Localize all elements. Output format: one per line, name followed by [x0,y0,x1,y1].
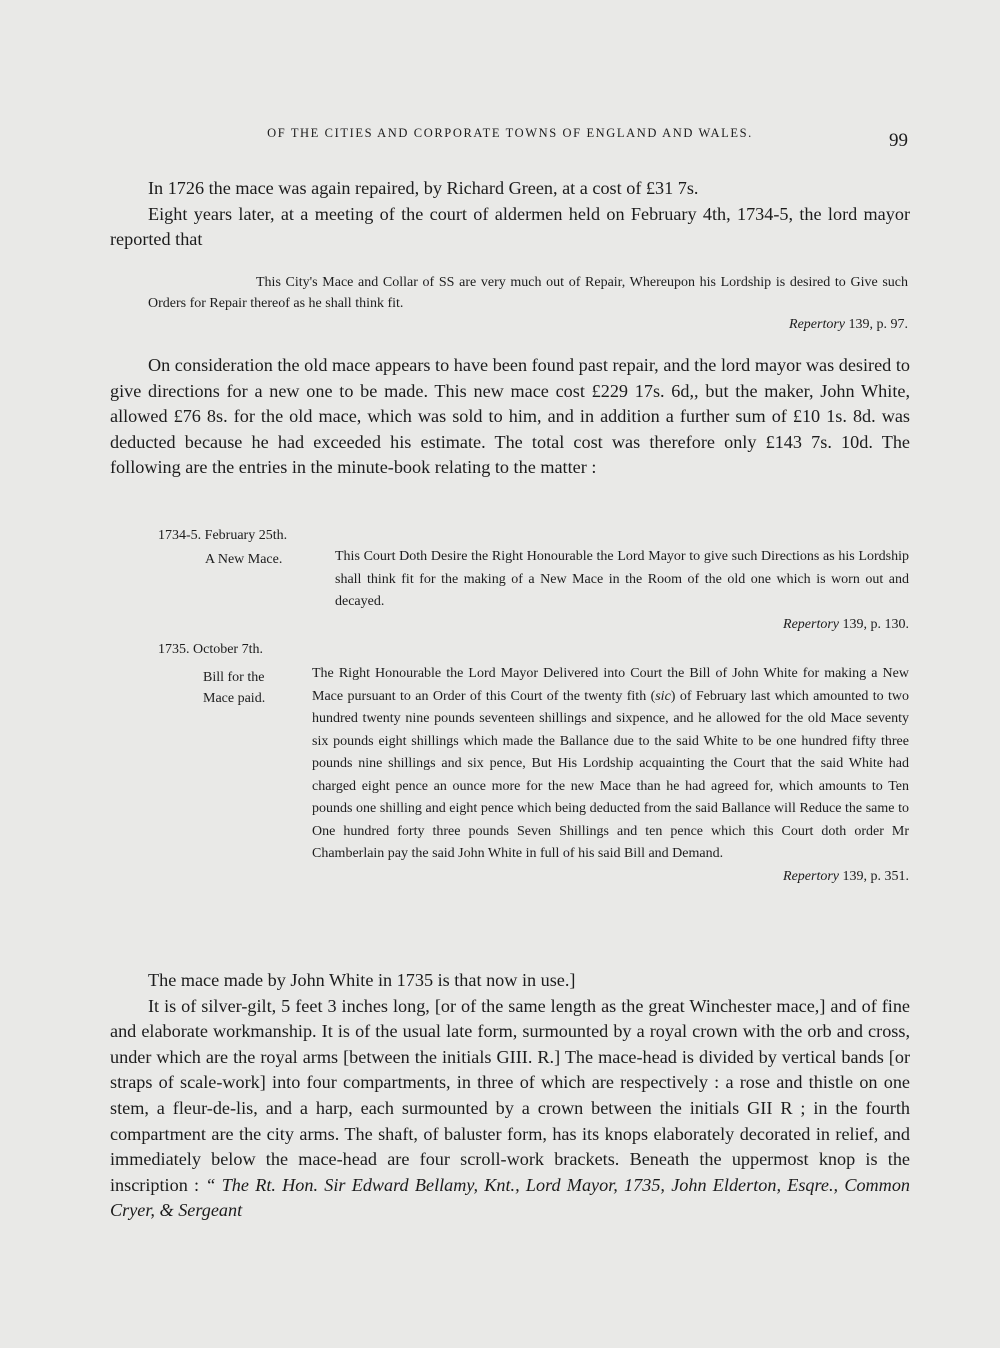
reference-title: Repertory [783,616,839,632]
running-title: OF THE CITIES AND CORPORATE TOWNS OF ENGLAND AND WALES. [267,126,753,140]
entry-1-date: 1734-5. February 25th. [158,528,288,543]
entry-1-body: This Court Doth Desire the Right Honourable the Lord Mayor to give such Directions as his Lordship shall think fit for the making of a New Mace in the Room of the old one which is worn out and decayed. [335,549,909,609]
entry-2-body-b: ) of February last which amounted to two hundred twenty nine pounds seventeen shillings and sixpence, and he allowed for the old Mace seventy six pounds eight shillings which made the Ballance due to the said White to be one hundred fifty three pounds nine shillings and six pence, But His Lordship acquainting the Court that the said White had charged eight pence an ounce more for the new Mace than he had agreed for, which amounts to Ten pounds one shilling and eight pence which being deducted from the said Ballance will Reduce the same to One hundred forty three pounds Seven Shillings and ten pence which this Court doth order Mr Chamberlain pay the said John White in full of his said Bill and Demand. [312,688,909,861]
entry-2-text [312,663,909,888]
inscription-text: “ The Rt. Hon. Sir Edward Bellamy, Knt., Lord Mayor, 1735, John Elderton, Esqre., Common Cryer, & Sergeant [110,1174,911,1221]
entry-1-reference [335,614,909,637]
reference-number: 139, p. 97. [848,317,908,332]
entry-2-label-line-1: Bill for the [203,670,265,685]
quote-1-reference [148,314,908,335]
entry-1-text [335,546,909,636]
reference-title: Repertory [789,317,845,332]
entry-2-reference [312,866,909,889]
reference-number: 139, p. 130. [842,616,909,632]
paragraph-2 [110,353,910,481]
entry-2-sic: sic [655,688,671,704]
paragraph-1-line-2: Eight years later, at a meeting of the court of aldermen held on February 4th, 1734-5, the lord mayor reported that [110,203,910,250]
entry-2-label [203,667,303,709]
paragraph-1-line-1: In 1726 the mace was again repaired, by Richard Green, at a cost of £31 7s. [148,178,699,198]
entry-2-date: 1735. October 7th. [158,642,263,657]
entry-1-label: A New Mace. [205,552,283,567]
paragraph-3-text [110,994,910,1224]
paragraph-1 [110,176,910,253]
quote-1-text: This City's Mace and Collar of SS are very much out of Repair, Whereupon his Lordship is desired to Give such Orders for Repair thereof as he shall think fit. [148,275,908,311]
paragraph-3-body: It is of silver-gilt, 5 feet 3 inches long, [or of the same length as the great Winchester mace,] and of fine and elaborate workmanship. It is of the usual late form, surmounted by a royal crown with the orb and cross, under which are the royal arms [between the initials GIII. R.] The mace-head is divided by vertical bands [or straps of scale-work] into four compartments, in three of which are respectively : a rose and thistle on one stem, a fleur-de-lis, and a harp, each surmounted by a crown between the initials GII R ; in the fourth compartment are the city arms. The shaft, of baluster form, has its knops elaborately decorated in relief, and immediately below the mace-head are four scroll-work brackets. Beneath the uppermost knop is the inscription : [110,995,910,1195]
reference-title: Repertory [783,868,839,884]
paragraph-3 [110,968,910,1224]
entry-2-label-line-2: Mace paid. [203,691,266,706]
reference-number: 139, p. 351. [842,868,909,884]
entry-2-body-a: The Right Honourable the Lord Mayor Delivered into Court the Bill of John White for making a New Mace pursuant to an Order of this Court of the twenty fith ( [312,666,909,704]
quote-1 [148,272,908,335]
paragraph-3-line-1: The mace made by John White in 1735 is that now in use.] [148,970,576,990]
page-number: 99 [889,130,908,151]
paragraph-2-text: On consideration the old mace appears to have been found past repair, and the lord mayor was desired to give directions for a new one to be made. This new mace cost £229 17s. 6d,, but the maker, John White, allowed £76 8s. for the old mace, which was sold to him, and in addition a further sum of £10 1s. 8d. was deducted because he had exceeded his estimate. The total cost was therefore only £143 7s. 10d. The following are the entries in the minute-book relating to the matter : [110,355,910,478]
